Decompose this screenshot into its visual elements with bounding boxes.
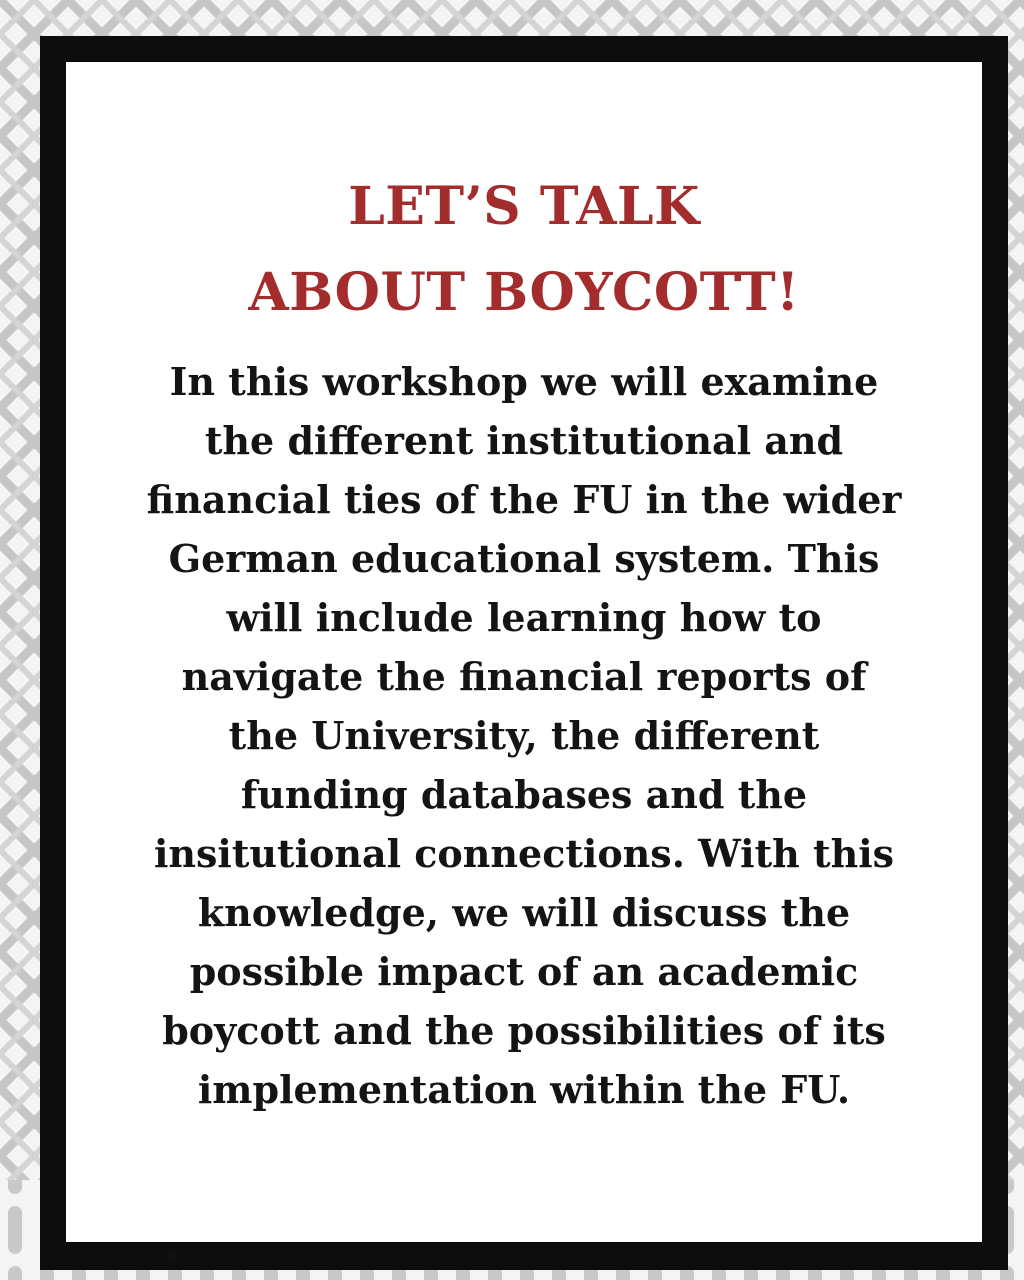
description-line-12: boycott and the possibilities of its (162, 1008, 886, 1053)
description-line-13: implementation within the FU. (197, 1067, 851, 1112)
title-line-2: ABOUT BOYCOTT! (248, 262, 800, 323)
description-line-8: funding databases and the (240, 772, 808, 817)
description-line-11: possible impact of an academic (189, 949, 859, 994)
description-line-5: will include learning how to (226, 595, 822, 640)
description-line-7: the University, the different (228, 713, 820, 758)
description-line-1: In this workshop we will examine (169, 359, 879, 404)
poster-frame (40, 36, 1008, 1270)
bullet-dot-icon (166, 1250, 177, 1261)
title-line-1: LET’S TALK (348, 176, 700, 237)
workshop-description (66, 352, 982, 1119)
poster-content (66, 62, 982, 1242)
description-line-9: insitutional connections. With this (153, 831, 895, 876)
description-line-3: financial ties of the FU in the wider (146, 477, 902, 522)
description-line-2: the different institutional and (204, 418, 844, 463)
description-line-4: German educational system. This (168, 536, 880, 581)
description-line-6: navigate the financial reports of (181, 654, 867, 699)
description-line-10: knowledge, we will discuss the (197, 890, 851, 935)
